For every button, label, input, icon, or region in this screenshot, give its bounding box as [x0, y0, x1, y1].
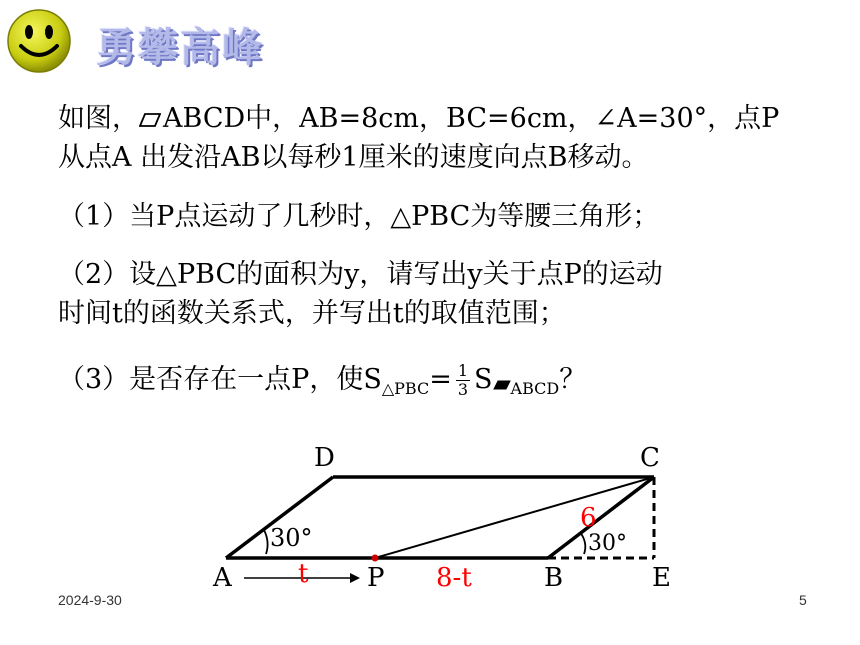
point-P-dot [372, 555, 379, 562]
angle-B-label: 30° [588, 531, 627, 556]
footer-date: 2024-9-30 [58, 592, 122, 608]
segment-AP-label: t [298, 559, 309, 589]
page-number: 5 [799, 592, 807, 608]
side-BC-length: 6 [580, 503, 597, 533]
q3-equals: = [429, 364, 452, 395]
q3-subscript-abcd: ABCD [510, 379, 560, 398]
angle-A-arc [264, 530, 268, 554]
problem-line-2: 从点A 出发沿AB以每秒1厘米的速度向点B移动。 [58, 142, 649, 173]
label-P: P [367, 563, 385, 593]
q3-prefix: （3）是否存在一点P，使S [58, 364, 382, 395]
label-E: E [652, 563, 671, 593]
page-title: 勇攀高峰 [96, 25, 264, 71]
label-D: D [314, 443, 335, 473]
q3-s: S [474, 364, 493, 395]
question-2-line-2: 时间t的函数关系式，并写出t的取值范围； [58, 298, 566, 329]
motion-arrow-head [350, 573, 360, 583]
fraction-numerator: 1 [457, 361, 469, 380]
fraction-denominator: 3 [457, 380, 469, 399]
segment-PB-label: 8-t [436, 563, 472, 593]
label-C: C [640, 443, 660, 473]
problem-line-1a: 如图， [58, 103, 139, 134]
q3-end: ？ [559, 364, 587, 395]
label-B: B [544, 563, 564, 593]
problem-line-1b: ABCD中，AB=8cm，BC=6cm，∠A=30°，点P [163, 103, 780, 134]
question-2-line-1: （2）设△PBC的面积为y，请写出y关于点P的运动 [58, 259, 663, 290]
label-A: A [213, 563, 232, 593]
q3-subscript-pbc: △PBC [381, 379, 430, 398]
question-1: （1）当P点运动了几秒时，△PBC为等腰三角形； [58, 201, 660, 232]
angle-A-label: 30° [270, 524, 313, 552]
angle-B-arc [580, 532, 585, 554]
